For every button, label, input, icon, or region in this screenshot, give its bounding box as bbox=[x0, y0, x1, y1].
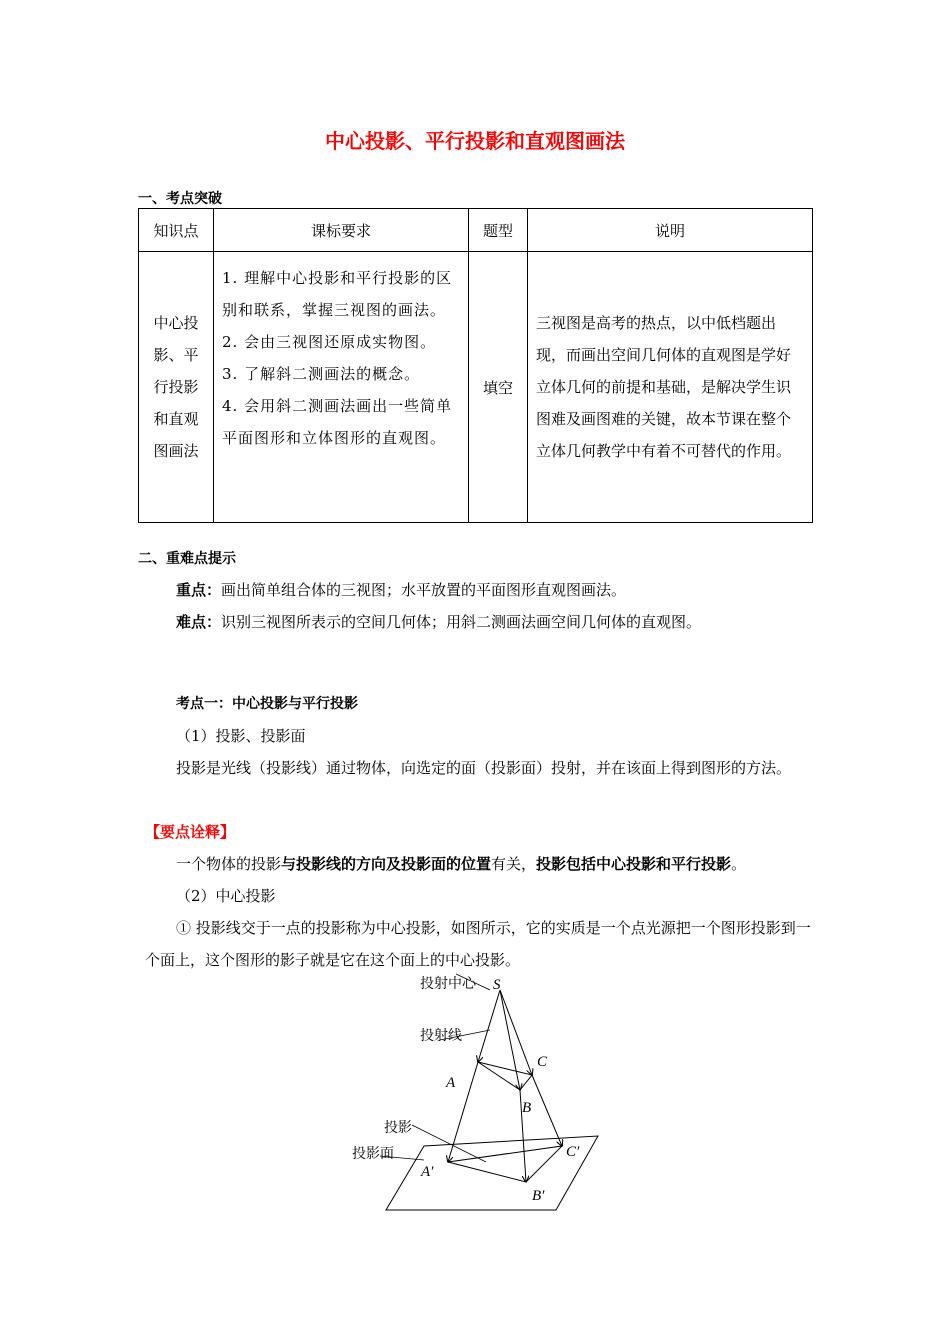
ray-to-B bbox=[500, 990, 520, 1090]
point-B-prime: B′ bbox=[532, 1188, 545, 1204]
cell-type: 填空 bbox=[469, 252, 528, 523]
central-projection-text: ① 投影线交于一点的投影称为中心投影，如图所示，它的实质是一个点光源把一个图形投影到一个面上，这个图形的影子就是它在这个面上的中心投影。 bbox=[145, 919, 811, 969]
topic-heading: 考点一：中心投影与平行投影 bbox=[176, 696, 358, 712]
key-text: 画出简单组合体的三视图；水平放置的平面图形直观图画法。 bbox=[221, 581, 627, 599]
difficult-point bbox=[176, 606, 816, 638]
cell-requirements bbox=[214, 252, 469, 523]
requirement-item: 2. 会由三视图还原成实物图。 bbox=[222, 333, 437, 351]
triangle-ABC bbox=[478, 1062, 532, 1090]
point-S: S bbox=[493, 977, 501, 993]
table-row bbox=[139, 252, 813, 523]
requirement-item: 4. 会用斜二测画法画出一些简单平面图形和立体图形的直观图。 bbox=[222, 397, 453, 447]
label-projection: 投影 bbox=[384, 1119, 412, 1135]
label-plane: 投影面 bbox=[352, 1145, 394, 1161]
tip-text-c: 有关， bbox=[491, 855, 537, 873]
header-type: 题型 bbox=[469, 209, 528, 252]
ray-to-A bbox=[478, 990, 500, 1062]
point-C-prime: C′ bbox=[566, 1144, 580, 1160]
label-center: 投射中心 bbox=[420, 975, 476, 991]
tip-text-b: 与投影线的方向及投影面的位置 bbox=[281, 855, 492, 873]
point-A-prime: A′ bbox=[421, 1164, 434, 1180]
section-heading-1: 一、考点突破 bbox=[138, 191, 222, 207]
tip-text bbox=[176, 848, 826, 880]
section-heading-2: 二、重难点提示 bbox=[138, 551, 236, 567]
header-requirements: 课标要求 bbox=[214, 209, 469, 252]
table-header-row bbox=[139, 209, 813, 252]
projection-definition: 投影是光线（投影线）通过物体，向选定的面（投影面）投射，并在该面上得到图形的方法。 bbox=[176, 759, 792, 777]
key-label: 重点： bbox=[176, 581, 222, 599]
subheading-projection: （1）投影、投影面 bbox=[176, 727, 306, 745]
header-knowledge-point: 知识点 bbox=[139, 209, 214, 252]
central-projection-diagram bbox=[340, 966, 620, 1216]
requirement-item: 1. 理解中心投影和平行投影的区别和联系，掌握三视图的画法。 bbox=[222, 269, 453, 319]
tip-text-a: 一个物体的投影 bbox=[176, 855, 282, 873]
standards-table bbox=[138, 208, 813, 523]
difficult-label: 难点： bbox=[176, 613, 222, 631]
tip-text-e: 。 bbox=[731, 855, 747, 873]
cell-note: 三视图是高考的热点，以中低档题出现，而画出空间几何体的直观图是学好立体几何的前提和基础，是解决学生识图难及画图难的关键，故本节课在整个立体几何教学中有着不可替代的作用。 bbox=[528, 252, 813, 523]
ray-to-C bbox=[500, 990, 532, 1075]
key-point bbox=[176, 574, 816, 606]
header-note: 说明 bbox=[528, 209, 813, 252]
tip-text-d: 投影包括中心投影和平行投影 bbox=[536, 855, 732, 873]
point-C: C bbox=[537, 1054, 548, 1070]
cell-knowledge-point: 中心投影、平行投影和直观图画法 bbox=[139, 252, 214, 523]
subheading-central: （2）中心投影 bbox=[176, 887, 276, 905]
point-B: B bbox=[522, 1100, 532, 1116]
page-title: 中心投影、平行投影和直观图画法 bbox=[325, 129, 625, 153]
label-ray: 投射线 bbox=[420, 1027, 462, 1043]
point-A: A bbox=[446, 1075, 456, 1091]
requirement-item: 3. 了解斜二测画法的概念。 bbox=[222, 365, 421, 383]
difficult-text: 识别三视图所表示的空间几何体；用斜二测画法画空间几何体的直观图。 bbox=[221, 613, 702, 631]
tip-label: 【要点诠释】 bbox=[145, 823, 236, 841]
ray-C-to-C1 bbox=[532, 1075, 562, 1146]
